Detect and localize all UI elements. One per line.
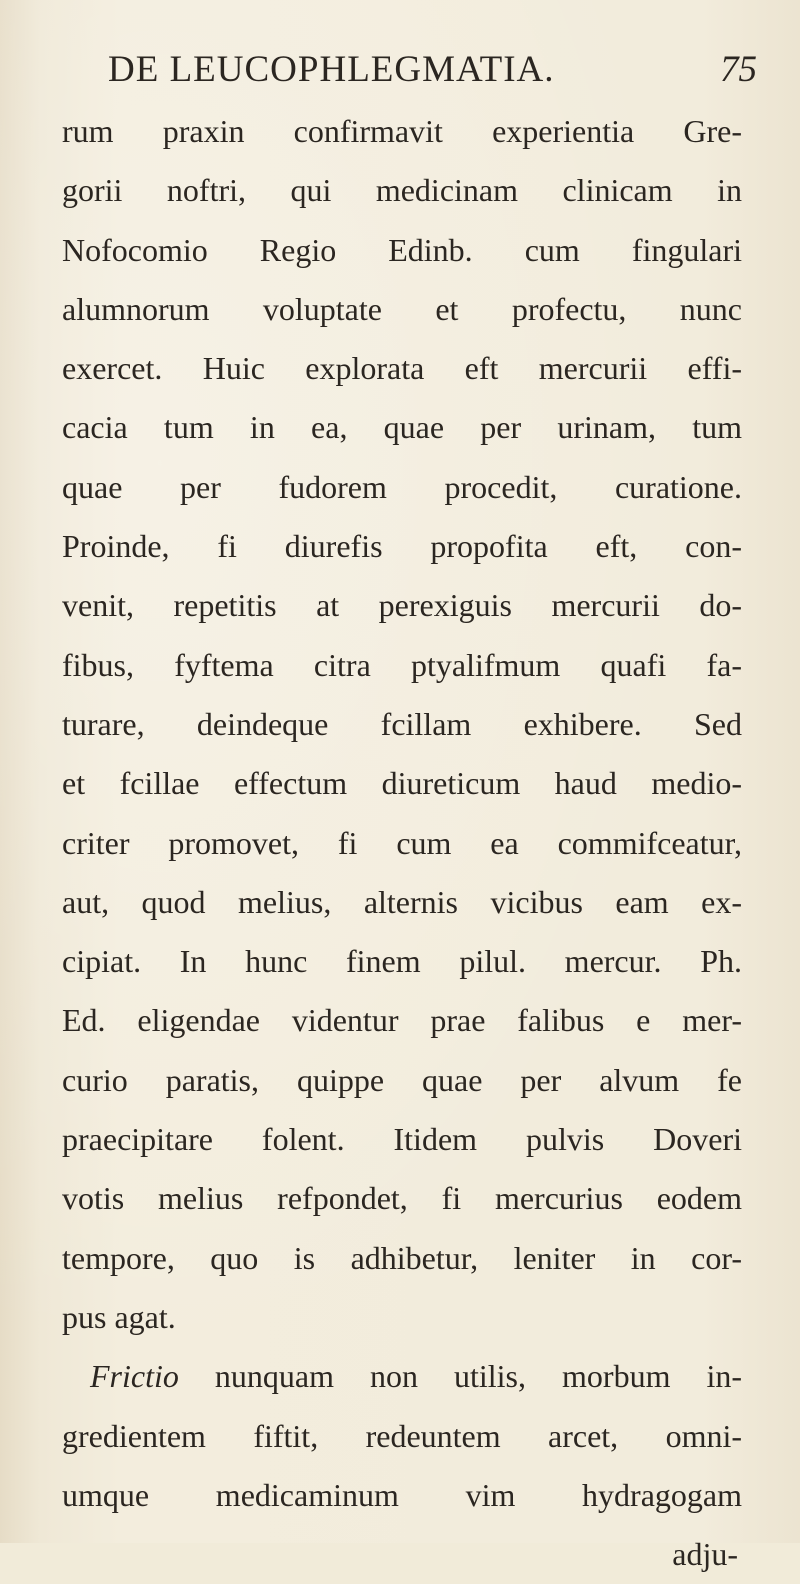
catchword: adju- <box>672 1536 738 1573</box>
running-head <box>0 42 800 98</box>
running-title: DE LEUCOPHLEGMATIA. <box>108 49 555 90</box>
text-line: gorii noftri, qui medicinam clinicam in <box>62 172 742 209</box>
text-line: curio paratis, quippe quae per alvum fe <box>62 1061 742 1098</box>
text-line: et fcillae effectum diureticum haud medio- <box>62 765 742 802</box>
text-line: alumnorum voluptate et profectu, nunc <box>62 290 742 327</box>
text-line: cacia tum in ea, quae per urinam, tum <box>62 409 742 446</box>
text-line: criter promovet, fi cum ea commifceatur, <box>62 824 742 861</box>
text-line: votis melius refpondet, fi mercurius eodem <box>62 1180 742 1217</box>
text-line: aut, quod melius, alternis vicibus eam ex- <box>62 883 742 920</box>
text-line: pus agat. <box>62 1298 176 1335</box>
text-line: turare, deindeque fcillam exhibere. Sed <box>62 705 742 742</box>
text-line: Ed. eligendae videntur prae falibus e mer- <box>62 1002 742 1039</box>
text-line: Nofocomio Regio Edinb. cum fingulari <box>62 231 742 268</box>
text-line: fibus, fyftema citra ptyalifmum quafi fa- <box>62 646 742 683</box>
text-line: rum praxin confirmavit experientia Gre- <box>62 113 742 149</box>
text-line: tempore, quo is adhibetur, leniter in cor- <box>62 1239 742 1276</box>
text-line: venit, repetitis at perexiguis mercurii do- <box>62 587 742 624</box>
text-line: exercet. Huic explorata eft mercurii effi- <box>62 350 742 387</box>
text-line: quae per fudorem procedit, curatione. <box>62 468 742 505</box>
frictio-rest: nunquam non utilis, morbum in- <box>214 1358 743 1395</box>
page-number: 75 <box>720 49 757 90</box>
text-line: umque medicaminum vim hydragogam <box>62 1476 742 1513</box>
frictio-word: Frictio <box>90 1358 179 1395</box>
paragraph-start-line <box>62 1347 742 1406</box>
text-line: praecipitare folent. Itidem pulvis Doveri <box>62 1121 742 1158</box>
text-line: cipiat. In hunc finem pilul. mercur. Ph. <box>62 943 742 980</box>
body-text <box>62 102 742 1584</box>
text-line: Proinde, fi diurefis propofita eft, con- <box>62 528 742 565</box>
text-line: gredientem fiftit, redeuntem arcet, omni- <box>62 1417 742 1454</box>
